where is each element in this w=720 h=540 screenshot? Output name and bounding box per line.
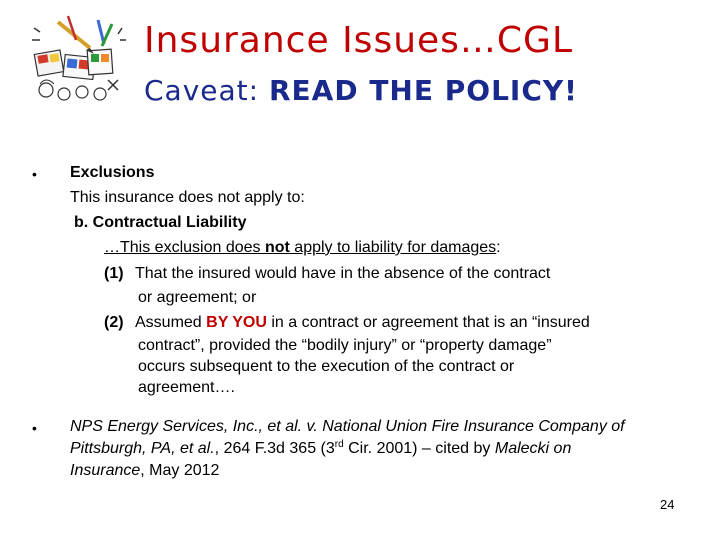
clause2-line2: contract”, provided the “bodily injury” or “property damage” [138,337,552,354]
clause2-line1 [135,313,590,333]
subtitle-prefix: Caveat: [144,74,269,107]
exclusion-lead [104,238,501,258]
clause2-emphasis: BY YOU [206,314,267,331]
citation-line3 [70,461,219,481]
citation-date: , May 2012 [140,462,220,479]
art-supplies-clipart-icon [28,14,128,106]
subtitle-emphasis: READ THE POLICY! [268,74,578,107]
exclusions-item-label: b. Contractual Liability [74,214,247,231]
page-number: 24 [660,497,675,512]
citation-line2 [70,439,571,459]
bullet-citation: • [32,420,37,436]
clause2-number: (2) [104,314,124,331]
lead-emphasis: not [264,239,290,256]
citation-case-name2: Pittsburgh, PA, et al. [70,440,215,457]
clause1-number: (1) [104,265,124,282]
lead-part2: apply to liability for damages [289,239,497,256]
citation-book: Insurance [70,462,141,479]
bullet-exclusions: • [32,166,37,182]
clause1-line2: or agreement; or [138,289,257,306]
clause2-pre: Assumed [135,314,207,331]
clause2-line4: agreement…. [138,379,235,396]
lead-colon: : [496,239,501,256]
slide-title: Insurance Issues…CGL [144,20,574,61]
citation-reporter-end: Cir. 2001) – cited by [343,440,495,457]
citation-author: Malecki on [494,440,572,457]
citation-sup: rd [334,439,344,450]
slide-subtitle [144,74,578,107]
exclusions-heading: Exclusions [70,164,155,181]
citation-case-name: NPS Energy Services, Inc., et al. v. National Union Fire Insurance Company of [70,418,625,435]
citation-reporter: , 264 F.3d 365 (3 [214,440,335,457]
clause1-line1: That the insured would have in the absence of the contract [135,265,551,282]
clause2-line3: occurs subsequent to the execution of the contract or [138,358,515,375]
lead-part1: …This exclusion does [104,239,265,256]
clause2-post: in a contract or agreement that is an “insured [266,314,590,331]
exclusions-intro: This insurance does not apply to: [70,189,305,206]
